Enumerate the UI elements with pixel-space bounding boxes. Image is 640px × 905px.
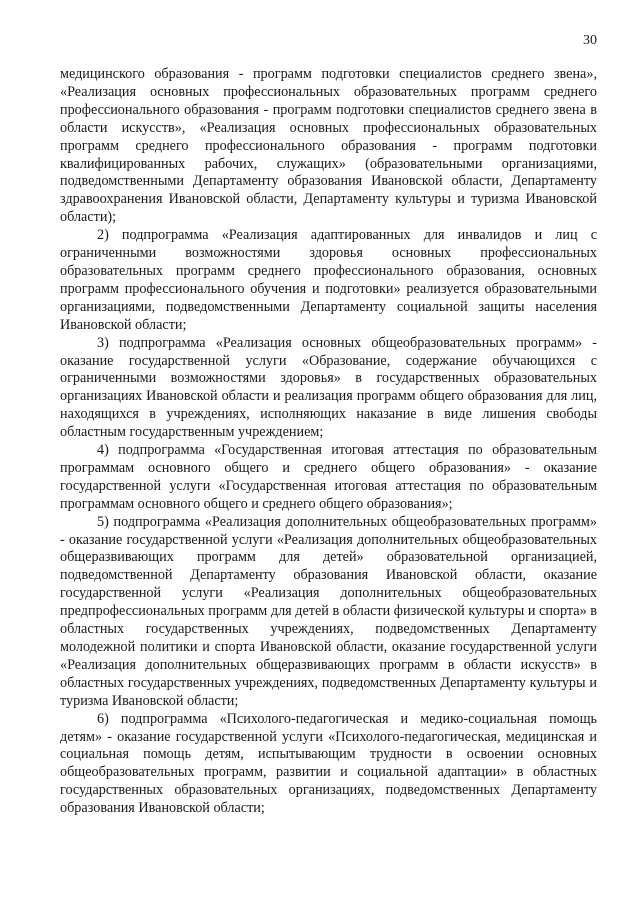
paragraph-continuation: медицинского образования - программ подготовки специалистов среднего звена», «Реализация основных профессиональных образовательных программ среднего профессионального образования - программ подготовки специалистов среднего звена в области искусств», «Реализация основных профессиональных образовательных программ среднего профессионального образования - программ подготовки квалифицированных рабочих, служащих» (образовательными организациями, подведомственными Департаменту образования Ивановской области, Департаменту здравоохранения Ивановской области, Департаменту культуры и туризма Ивановской области); — [60, 66, 597, 226]
paragraph-subprogram-4: 4) подпрограмма «Государственная итоговая аттестация по образовательным программам основного общего и среднего общего образования» - оказание государственной услуги «Государственная итоговая аттестация по образовательным программам основного общего и среднего общего образования»; — [60, 442, 597, 512]
paragraph-subprogram-2: 2) подпрограмма «Реализация адаптированных для инвалидов и лиц с ограниченными возможностями здоровья основных профессиональных образовательных программ среднего профессионального образования, основных программ профессионального обучения и подготовки» реализуется образовательными организациями, подведомственными Департаменту социальной защиты населения Ивановской области; — [60, 227, 597, 333]
paragraph-subprogram-5: 5) подпрограмма «Реализация дополнительных общеобразовательных программ» - оказание государственной услуги «Реализация дополнительных общеобразовательных общеразвивающих программ для детей» образовательной организацией, подведомственной Департаменту образования Ивановской области, оказание государственной услуги «Реализация дополнительных общеобразовательных предпрофессиональных программ для детей в области физической культуры и спорта» в областных государственных учреждениях, подведомственных Департаменту молодежной политики и спорта Ивановской области, оказание государственной услуги «Реализация дополнительных общеразвивающих программ в области искусств» в областных государственных учреждениях, подведомственных Департаменту культуры и туризма Ивановской области; — [60, 513, 597, 709]
page-number: 30 — [583, 33, 597, 48]
paragraph-subprogram-6: 6) подпрограмма «Психолого-педагогическая и медико-социальная помощь детям» - оказание государственной услуги «Психолого-педагогическая, медицинская и социальная помощь детям, испытывающим трудности в освоении основных общеобразовательных программ, развитии и социальной адаптации» в областных государственных образовательных организациях, подведомственных Департаменту образования Ивановской области; — [60, 710, 597, 817]
paragraph-subprogram-3: 3) подпрограмма «Реализация основных общеобразовательных программ» - оказание государственной услуги «Образование, содержание обучающихся с ограниченными возможностями здоровья» в государственных образовательных организациях Ивановской области и реализация программ общего образования для лиц, находящихся в учреждениях, исполняющих наказание в виде лишения свободы областным государственным учреждением; — [60, 334, 597, 441]
document-body — [60, 66, 597, 818]
